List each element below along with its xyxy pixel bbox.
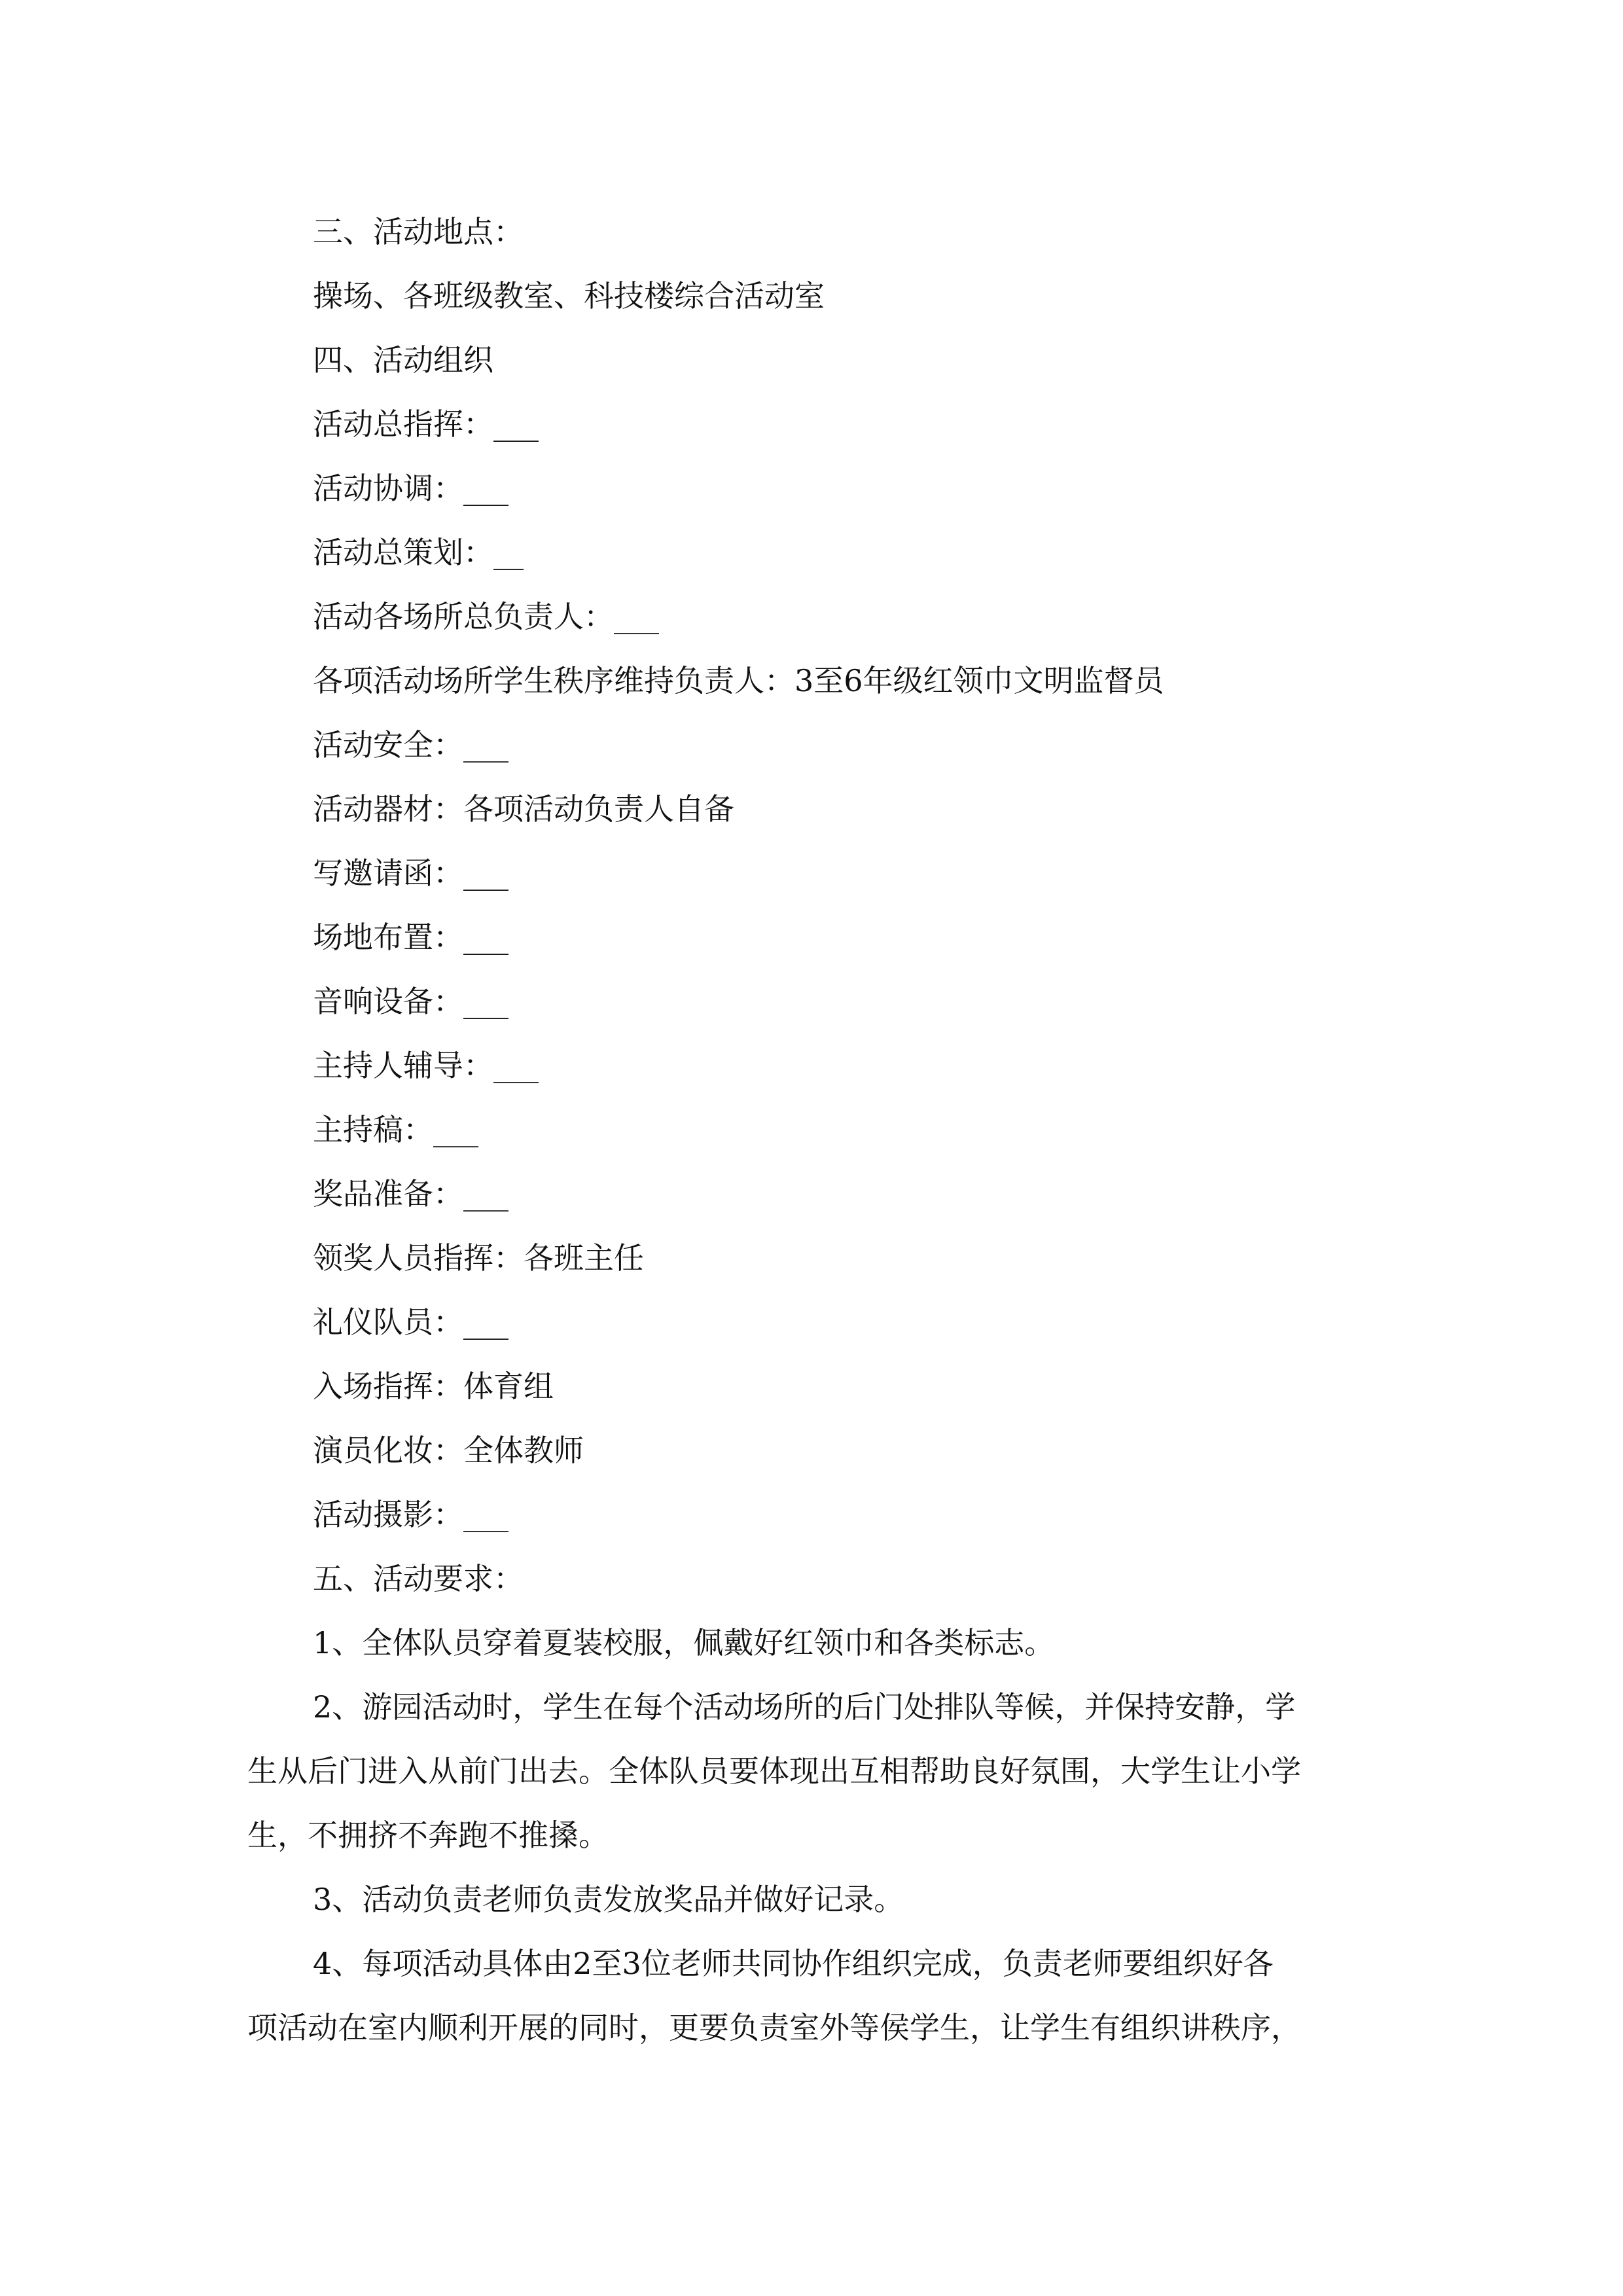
org-line: 活动安全：___	[313, 727, 508, 762]
org-line: 活动器材：各项活动负责人自备	[313, 791, 734, 827]
section-heading-requirements: 五、活动要求：	[313, 1561, 524, 1596]
requirement-paragraph-cont: 生从后门进入从前门出去。全体队员要体现出互相帮助良好氛围，大学生让小学	[247, 1753, 1301, 1789]
org-line: 活动各场所总负责人：___	[313, 599, 659, 634]
location-text: 操场、各班级教室、科技楼综合活动室	[313, 278, 825, 314]
org-line: 写邀请函：___	[313, 855, 508, 891]
org-line: 主持人辅导：___	[313, 1048, 539, 1083]
org-line: 奖品准备：___	[313, 1176, 508, 1211]
org-line: 领奖人员指挥：各班主任	[313, 1240, 644, 1276]
org-line: 活动摄影：___	[313, 1497, 508, 1532]
org-line: 活动总策划：__	[313, 535, 524, 570]
org-line: 礼仪队员：___	[313, 1304, 508, 1340]
org-line: 场地布置：___	[313, 920, 508, 955]
requirement-paragraph: 2、游园活动时，学生在每个活动场所的后门处排队等候，并保持安静，学	[313, 1689, 1296, 1725]
org-line: 活动协调：___	[313, 471, 508, 506]
org-line: 入场指挥：体育组	[313, 1369, 554, 1404]
section-heading-organization: 四、活动组织	[313, 342, 493, 378]
org-line: 活动总指挥：___	[313, 406, 539, 442]
requirement-paragraph: 1、全体队员穿着夏装校服，佩戴好红领巾和各类标志。	[313, 1625, 1055, 1660]
org-line: 音响设备：___	[313, 984, 508, 1019]
org-line: 主持稿：___	[313, 1112, 478, 1147]
requirement-paragraph-cont: 生，不拥挤不奔跑不推搡。	[247, 1818, 609, 1853]
org-line: 演员化妆：全体教师	[313, 1433, 584, 1468]
org-line: 各项活动场所学生秩序维持负责人：3至6年级红领巾文明监督员	[313, 663, 1164, 698]
requirement-paragraph: 4、每项活动具体由2至3位老师共同协作组织完成，负责老师要组织好各	[313, 1946, 1274, 1981]
requirement-paragraph-cont: 项活动在室内顺利开展的同时，更要负责室外等侯学生，让学生有组织讲秩序，	[247, 2010, 1301, 2045]
requirement-paragraph: 3、活动负责老师负责发放奖品并做好记录。	[313, 1882, 904, 1917]
section-heading-location: 三、活动地点：	[313, 214, 524, 249]
